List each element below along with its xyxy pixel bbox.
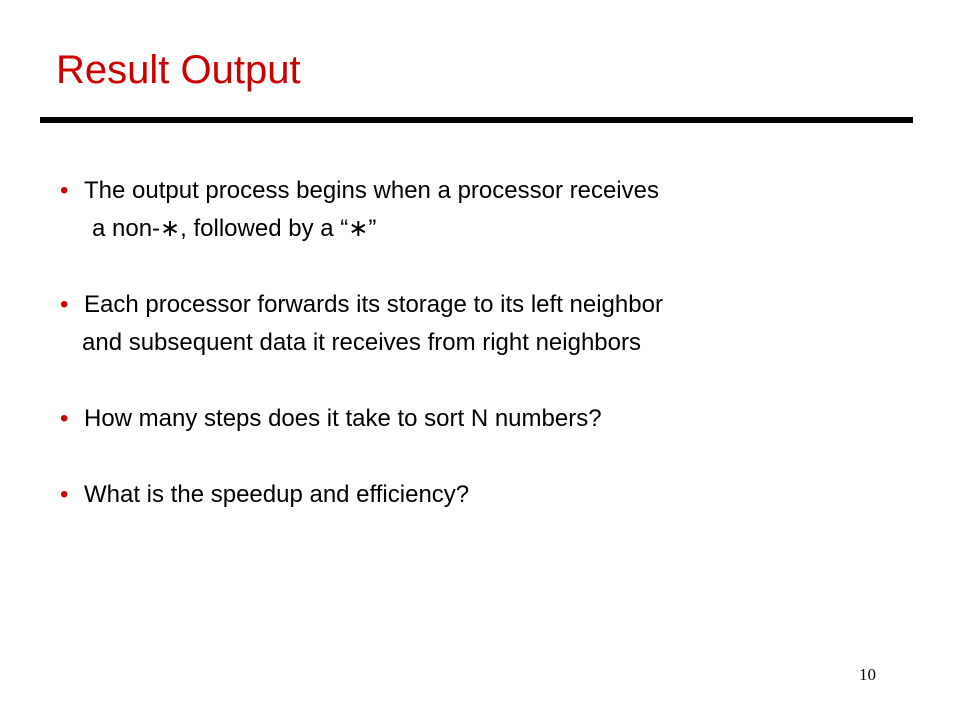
bullet-item-3 xyxy=(60,400,900,438)
bullet-marker: • xyxy=(60,481,69,508)
bullet-item-2 xyxy=(60,286,900,362)
bullet-item-4 xyxy=(60,476,900,514)
bullet-marker: • xyxy=(60,405,69,432)
bullet-text: How many steps does it take to sort N numbers? xyxy=(84,405,602,432)
page-number: 10 xyxy=(859,665,876,684)
title-divider xyxy=(40,117,913,123)
bullet-continuation: a non-∗, followed by a “∗” xyxy=(92,215,377,242)
bullet-line xyxy=(60,172,900,210)
bullet-text: Each processor forwards its storage to its left neighbor xyxy=(84,291,663,318)
bullet-line xyxy=(60,400,900,438)
bullet-line xyxy=(60,476,900,514)
bullet-text: What is the speedup and efficiency? xyxy=(84,481,470,508)
bullet-marker: • xyxy=(60,291,69,318)
bullet-line xyxy=(60,286,900,324)
slide-title: Result Output xyxy=(56,48,301,92)
bullet-item-1 xyxy=(60,172,900,248)
bullet-text: The output process begins when a processor receives xyxy=(84,177,659,204)
bullet-continuation: and subsequent data it receives from right neighbors xyxy=(82,329,641,356)
bullet-list xyxy=(60,172,900,514)
bullet-marker: • xyxy=(60,177,69,204)
